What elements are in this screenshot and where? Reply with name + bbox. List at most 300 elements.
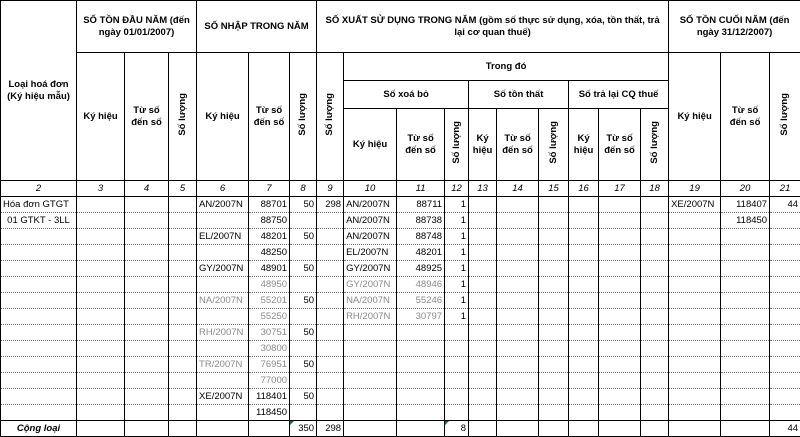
column-number: 16: [569, 181, 599, 197]
table-cell: 01 GTKT - 3LL: [1, 213, 77, 229]
table-cell: [344, 325, 397, 341]
table-cell: [569, 229, 599, 245]
table-cell: [721, 405, 770, 421]
table-cell: [197, 405, 249, 421]
table-cell: GY/2007N: [197, 261, 249, 277]
table-cell: [569, 309, 599, 325]
header-cancel-fromto: Từ số đến số: [397, 109, 445, 181]
table-cell: [1, 405, 77, 421]
table-cell: [317, 213, 344, 229]
table-cell: [445, 405, 469, 421]
table-cell: [599, 245, 641, 261]
table-cell: [77, 229, 125, 245]
column-number: 19: [669, 181, 721, 197]
table-cell: [770, 357, 800, 373]
table-cell: [569, 197, 599, 213]
table-cell: [669, 293, 721, 309]
table-cell: [569, 405, 599, 421]
table-cell: 50: [290, 293, 317, 309]
table-cell: 50: [290, 261, 317, 277]
table-cell: [770, 261, 800, 277]
table-cell: [469, 309, 497, 325]
table-cell: [539, 357, 569, 373]
table-cell: [641, 213, 669, 229]
column-number: 21: [770, 181, 800, 197]
table-cell: AN/2007N: [197, 197, 249, 213]
table-cell: [169, 245, 197, 261]
header-used: SỐ XUẤT SỬ DỤNG TRONG NĂM (gồm số thực sử dụng, xóa, tồn thất, trả lại cơ quan thuế): [317, 1, 669, 53]
table-cell: [497, 197, 539, 213]
header-imported-symbol: Ký hiệu: [197, 53, 249, 181]
header-lost-qty: Số lượng: [548, 121, 560, 164]
table-cell: [290, 309, 317, 325]
table-cell: [169, 373, 197, 389]
table-cell: 76951: [249, 357, 290, 373]
table-cell: [445, 341, 469, 357]
total-closing-qty: 44: [770, 421, 800, 437]
table-cell: 55250: [249, 309, 290, 325]
table-cell: [641, 197, 669, 213]
table-cell: [1, 389, 77, 405]
table-cell: 88748: [397, 229, 445, 245]
table-cell: 50: [290, 197, 317, 213]
table-cell: [770, 341, 800, 357]
table-cell: [77, 389, 125, 405]
table-cell: [539, 197, 569, 213]
table-cell: 118450: [249, 405, 290, 421]
table-cell: [497, 389, 539, 405]
table-cell: AN/2007N: [344, 213, 397, 229]
table-cell: [1, 373, 77, 389]
table-cell: [317, 309, 344, 325]
table-cell: [599, 325, 641, 341]
table-cell: [77, 277, 125, 293]
table-cell: [497, 325, 539, 341]
table-cell: [1, 229, 77, 245]
header-cancel-qty: Số lượng: [451, 121, 463, 164]
table-cell: [317, 229, 344, 245]
table-cell: [169, 197, 197, 213]
table-cell: [641, 293, 669, 309]
table-cell: [397, 341, 445, 357]
column-number: 8: [290, 181, 317, 197]
table-cell: [497, 357, 539, 373]
table-cell: [290, 277, 317, 293]
table-cell: [599, 373, 641, 389]
table-cell: [569, 341, 599, 357]
table-cell: 1: [445, 229, 469, 245]
header-opening-qty: Số lượng: [177, 93, 189, 136]
table-cell: [770, 245, 800, 261]
table-cell: [344, 389, 397, 405]
table-cell: [169, 389, 197, 405]
header-closing-fromto: Từ số đến số: [721, 53, 770, 181]
table-cell: EL/2007N: [344, 245, 397, 261]
table-cell: [169, 357, 197, 373]
table-cell: TR/2007N: [197, 357, 249, 373]
table-cell: [770, 277, 800, 293]
table-cell: [669, 309, 721, 325]
table-cell: 88701: [249, 197, 290, 213]
header-cancel-symbol: Ký hiệu: [344, 109, 397, 181]
table-cell: [599, 293, 641, 309]
table-row: [1, 213, 800, 229]
header-imported-qty: Số lượng: [297, 93, 309, 136]
table-cell: 118407: [721, 197, 770, 213]
total-used-qty: 298: [317, 421, 344, 437]
table-cell: 1: [445, 261, 469, 277]
table-cell: 1: [445, 245, 469, 261]
table-cell: [125, 341, 169, 357]
table-cell: [77, 309, 125, 325]
table-row: [1, 373, 800, 389]
table-cell: [669, 245, 721, 261]
table-cell: [1, 325, 77, 341]
table-cell: [669, 229, 721, 245]
table-cell: [1, 245, 77, 261]
table-cell: [445, 389, 469, 405]
table-cell: 77000: [249, 373, 290, 389]
table-cell: [669, 357, 721, 373]
table-cell: [599, 309, 641, 325]
table-cell: [317, 245, 344, 261]
table-cell: [539, 261, 569, 277]
table-cell: [599, 213, 641, 229]
table-cell: [497, 341, 539, 357]
table-cell: [641, 229, 669, 245]
table-cell: [397, 357, 445, 373]
header-opening-fromto: Từ số đến số: [125, 53, 169, 181]
table-cell: 48950: [249, 277, 290, 293]
column-number: 13: [469, 181, 497, 197]
table-cell: RH/2007N: [197, 325, 249, 341]
table-cell: [497, 245, 539, 261]
table-cell: [721, 389, 770, 405]
column-number: 17: [599, 181, 641, 197]
table-cell: [290, 373, 317, 389]
table-cell: [497, 213, 539, 229]
table-cell: [721, 325, 770, 341]
table-cell: [497, 293, 539, 309]
table-row: [1, 309, 800, 325]
table-cell: [197, 245, 249, 261]
header-closing-symbol: Ký hiệu: [669, 53, 721, 181]
column-number: 5: [169, 181, 197, 197]
table-cell: [344, 405, 397, 421]
table-cell: [721, 277, 770, 293]
table-cell: 48250: [249, 245, 290, 261]
table-cell: [397, 389, 445, 405]
table-cell: [641, 309, 669, 325]
table-cell: [77, 357, 125, 373]
table-cell: [125, 357, 169, 373]
table-cell: [721, 229, 770, 245]
table-row: [1, 197, 800, 213]
table-cell: [469, 325, 497, 341]
table-cell: 55201: [249, 293, 290, 309]
table-cell: [1, 357, 77, 373]
table-cell: [599, 197, 641, 213]
table-cell: [1, 309, 77, 325]
table-cell: [669, 325, 721, 341]
total-row: [1, 421, 800, 437]
table-cell: [169, 325, 197, 341]
table-cell: [469, 197, 497, 213]
table-cell: GY/2007N: [344, 261, 397, 277]
table-cell: 44: [770, 197, 800, 213]
table-cell: [469, 389, 497, 405]
table-cell: [669, 405, 721, 421]
table-cell: [169, 405, 197, 421]
column-number: 9: [317, 181, 344, 197]
table-cell: [125, 309, 169, 325]
column-number: 11: [397, 181, 445, 197]
header-in-which: Trong đó: [344, 53, 669, 81]
table-cell: 1: [445, 197, 469, 213]
table-cell: [497, 229, 539, 245]
header-invoice-type: Loại hoá đơn (Ký hiệu mẫu): [1, 1, 77, 181]
table-cell: NA/2007N: [344, 293, 397, 309]
table-cell: NA/2007N: [197, 293, 249, 309]
table-cell: 118450: [721, 213, 770, 229]
table-cell: 1: [445, 309, 469, 325]
table-cell: 50: [290, 357, 317, 373]
column-number: 14: [497, 181, 539, 197]
table-row: [1, 405, 800, 421]
table-cell: [669, 389, 721, 405]
table-cell: [669, 261, 721, 277]
column-number: 15: [539, 181, 569, 197]
table-cell: [539, 373, 569, 389]
total-imported-qty: 350: [290, 421, 317, 437]
column-number: 4: [125, 181, 169, 197]
table-cell: [569, 213, 599, 229]
table-cell: [641, 405, 669, 421]
header-imported: SỐ NHẬP TRONG NĂM: [197, 1, 317, 53]
table-cell: [1, 341, 77, 357]
table-cell: 50: [290, 389, 317, 405]
table-cell: [770, 325, 800, 341]
table-cell: [125, 245, 169, 261]
header-return-symbol: Ký hiệu: [569, 109, 599, 181]
table-cell: [770, 293, 800, 309]
table-cell: [469, 261, 497, 277]
table-cell: [169, 293, 197, 309]
table-cell: [569, 293, 599, 309]
table-cell: 118401: [249, 389, 290, 405]
table-cell: [125, 389, 169, 405]
table-cell: [721, 309, 770, 325]
table-cell: [721, 373, 770, 389]
table-cell: [77, 325, 125, 341]
table-cell: 1: [445, 213, 469, 229]
table-cell: 30751: [249, 325, 290, 341]
table-cell: [669, 341, 721, 357]
table-cell: [125, 261, 169, 277]
table-cell: 30800: [249, 341, 290, 357]
table-cell: [721, 261, 770, 277]
table-cell: [1, 277, 77, 293]
table-cell: [125, 405, 169, 421]
table-cell: [770, 309, 800, 325]
table-cell: [169, 341, 197, 357]
table-cell: [197, 373, 249, 389]
table-cell: [197, 309, 249, 325]
header-lost: Số tồn thất: [469, 81, 569, 109]
table-cell: [469, 341, 497, 357]
column-number: 12: [445, 181, 469, 197]
table-cell: [669, 213, 721, 229]
table-cell: [169, 213, 197, 229]
table-cell: [125, 325, 169, 341]
table-cell: [569, 373, 599, 389]
table-cell: [317, 389, 344, 405]
header-cancelled: Số xoá bỏ: [344, 81, 469, 109]
table-cell: [641, 277, 669, 293]
table-cell: 48946: [397, 277, 445, 293]
table-cell: [539, 325, 569, 341]
table-cell: [469, 213, 497, 229]
table-cell: [445, 325, 469, 341]
table-cell: [539, 229, 569, 245]
table-cell: [539, 245, 569, 261]
table-cell: [569, 389, 599, 405]
column-number: 6: [197, 181, 249, 197]
table-row: [1, 341, 800, 357]
table-cell: [641, 373, 669, 389]
table-cell: [641, 341, 669, 357]
table-cell: [569, 261, 599, 277]
header-opening-symbol: Ký hiệu: [77, 53, 125, 181]
table-cell: [397, 373, 445, 389]
table-cell: [169, 261, 197, 277]
table-cell: [344, 341, 397, 357]
table-row: [1, 261, 800, 277]
table-cell: [445, 357, 469, 373]
table-cell: AN/2007N: [344, 197, 397, 213]
table-cell: AN/2007N: [344, 229, 397, 245]
table-cell: [77, 341, 125, 357]
column-number: 20: [721, 181, 770, 197]
table-cell: [1, 293, 77, 309]
table-cell: [77, 405, 125, 421]
table-cell: [125, 293, 169, 309]
header-return-fromto: Từ số đến số: [599, 109, 641, 181]
table-cell: [569, 357, 599, 373]
header-used-qty: Số lượng: [324, 93, 336, 136]
table-cell: [721, 357, 770, 373]
table-cell: [397, 405, 445, 421]
table-cell: [569, 277, 599, 293]
table-cell: [599, 277, 641, 293]
header-closing-qty: Số lượng: [779, 93, 791, 136]
table-row: [1, 229, 800, 245]
table-cell: [539, 341, 569, 357]
table-cell: [669, 277, 721, 293]
table-cell: [125, 277, 169, 293]
header-returned: Số trả lại CQ thuế: [569, 81, 669, 109]
table-cell: [641, 389, 669, 405]
table-cell: [125, 229, 169, 245]
total-cancel-qty: 8: [445, 421, 469, 437]
table-cell: [317, 325, 344, 341]
table-cell: [497, 373, 539, 389]
table-cell: GY/2007N: [344, 277, 397, 293]
table-cell: 48901: [249, 261, 290, 277]
table-cell: [469, 277, 497, 293]
table-cell: [770, 389, 800, 405]
header-opening-stock: SỐ TỒN ĐẦU NĂM (đến ngày 01/01/2007): [77, 1, 197, 53]
table-cell: [169, 229, 197, 245]
table-cell: [469, 405, 497, 421]
table-cell: XE/2007N: [197, 389, 249, 405]
table-cell: [77, 261, 125, 277]
header-lost-symbol: Ký hiệu: [469, 109, 497, 181]
column-number: 2: [1, 181, 77, 197]
table-cell: 88738: [397, 213, 445, 229]
table-cell: [770, 373, 800, 389]
table-cell: [397, 325, 445, 341]
table-cell: [539, 213, 569, 229]
table-row: [1, 293, 800, 309]
column-number-row: [1, 181, 800, 197]
table-cell: [317, 357, 344, 373]
table-cell: [539, 309, 569, 325]
table-cell: [569, 245, 599, 261]
table-cell: 48925: [397, 261, 445, 277]
table-cell: [721, 245, 770, 261]
table-cell: [317, 373, 344, 389]
table-cell: 55246: [397, 293, 445, 309]
table-cell: [599, 357, 641, 373]
table-cell: 1: [445, 293, 469, 309]
column-number: 7: [249, 181, 290, 197]
table-cell: [497, 405, 539, 421]
table-cell: [721, 341, 770, 357]
table-cell: [539, 389, 569, 405]
table-cell: [599, 405, 641, 421]
table-cell: [290, 405, 317, 421]
table-cell: [317, 341, 344, 357]
header-closing-stock: SỐ TỒN CUỐI NĂM (đến ngày 31/12/2007): [669, 1, 800, 53]
table-row: [1, 389, 800, 405]
table-cell: [197, 213, 249, 229]
table-cell: [77, 373, 125, 389]
table-cell: 1: [445, 277, 469, 293]
table-cell: [344, 373, 397, 389]
header-imported-fromto: Từ số đến số: [249, 53, 290, 181]
table-cell: [77, 213, 125, 229]
table-row: [1, 325, 800, 341]
table-cell: [770, 405, 800, 421]
column-number: 3: [77, 181, 125, 197]
table-cell: [497, 277, 539, 293]
table-cell: [721, 293, 770, 309]
table-cell: EL/2007N: [197, 229, 249, 245]
column-number: 10: [344, 181, 397, 197]
table-cell: [169, 309, 197, 325]
table-cell: [169, 277, 197, 293]
table-cell: [770, 213, 800, 229]
table-cell: [317, 293, 344, 309]
table-cell: [290, 245, 317, 261]
table-cell: [125, 213, 169, 229]
table-cell: 88711: [397, 197, 445, 213]
table-row: [1, 245, 800, 261]
table-cell: [469, 293, 497, 309]
table-cell: [317, 277, 344, 293]
table-cell: [641, 325, 669, 341]
